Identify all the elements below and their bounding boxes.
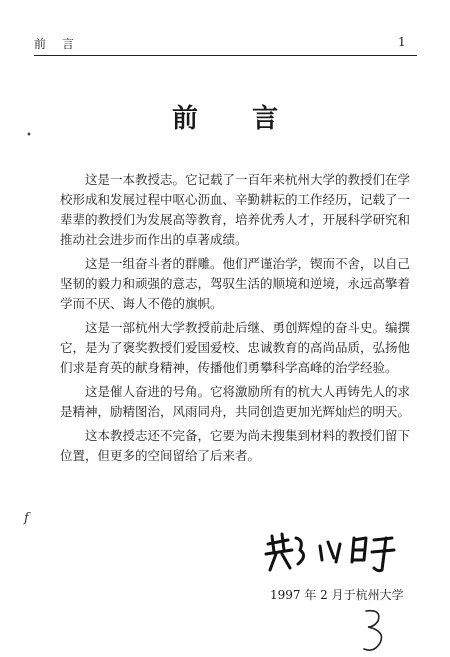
signature-date: 1997 年 2 月于杭州大学: [270, 588, 404, 602]
running-header-page-number: 1: [398, 35, 406, 49]
paragraph-1: 这是一本教授志。它记载了一百年来杭州大学的教授们在学校形成和发展过程中呕心沥血、辛勤耕耘的工作经历，记载了一辈辈的教授们为发展高等教育，培养优秀人才，开展科学研究和推动社会进步而作出的卓著成绩。: [60, 172, 411, 247]
paragraph-5: 这本教授志还不完备，它要为尚未搜集到材料的教授们留下位置，但更多的空间留给了后来者。: [60, 428, 411, 463]
paragraph-2: 这是一组奋斗者的群雕。他们严谨治学，锲而不舍，以自己坚韧的毅力和顽强的意志，驾驭生活的顺境和逆境，永远高擎着学而不厌、诲人不倦的旗帜。: [60, 256, 411, 311]
margin-mark-dot: •: [26, 130, 32, 141]
handwritten-signature: [262, 530, 412, 574]
handwritten-page-number: [360, 605, 390, 655]
header-rule: [34, 55, 417, 56]
running-header-title: 前 言: [34, 37, 77, 51]
paragraph-3: 这是一部杭州大学教授前赴后继、勇创辉煌的奋斗史。编撰它，是为了褒奖教授们爱国爱校、忠诚教育的高尚品质，弘扬他们求是育英的献身精神，传播他们勇攀科学高峰的治学经验。: [60, 320, 411, 375]
paragraph-4: 这是催人奋进的号角。它将激励所有的杭大人再铸先人的求是精神，励精图治，风雨同舟，共同创造更加光辉灿烂的明天。: [60, 384, 411, 419]
preface-body: [60, 170, 410, 470]
margin-mark-f: f: [24, 511, 29, 526]
page-title: 前 言: [171, 104, 292, 134]
